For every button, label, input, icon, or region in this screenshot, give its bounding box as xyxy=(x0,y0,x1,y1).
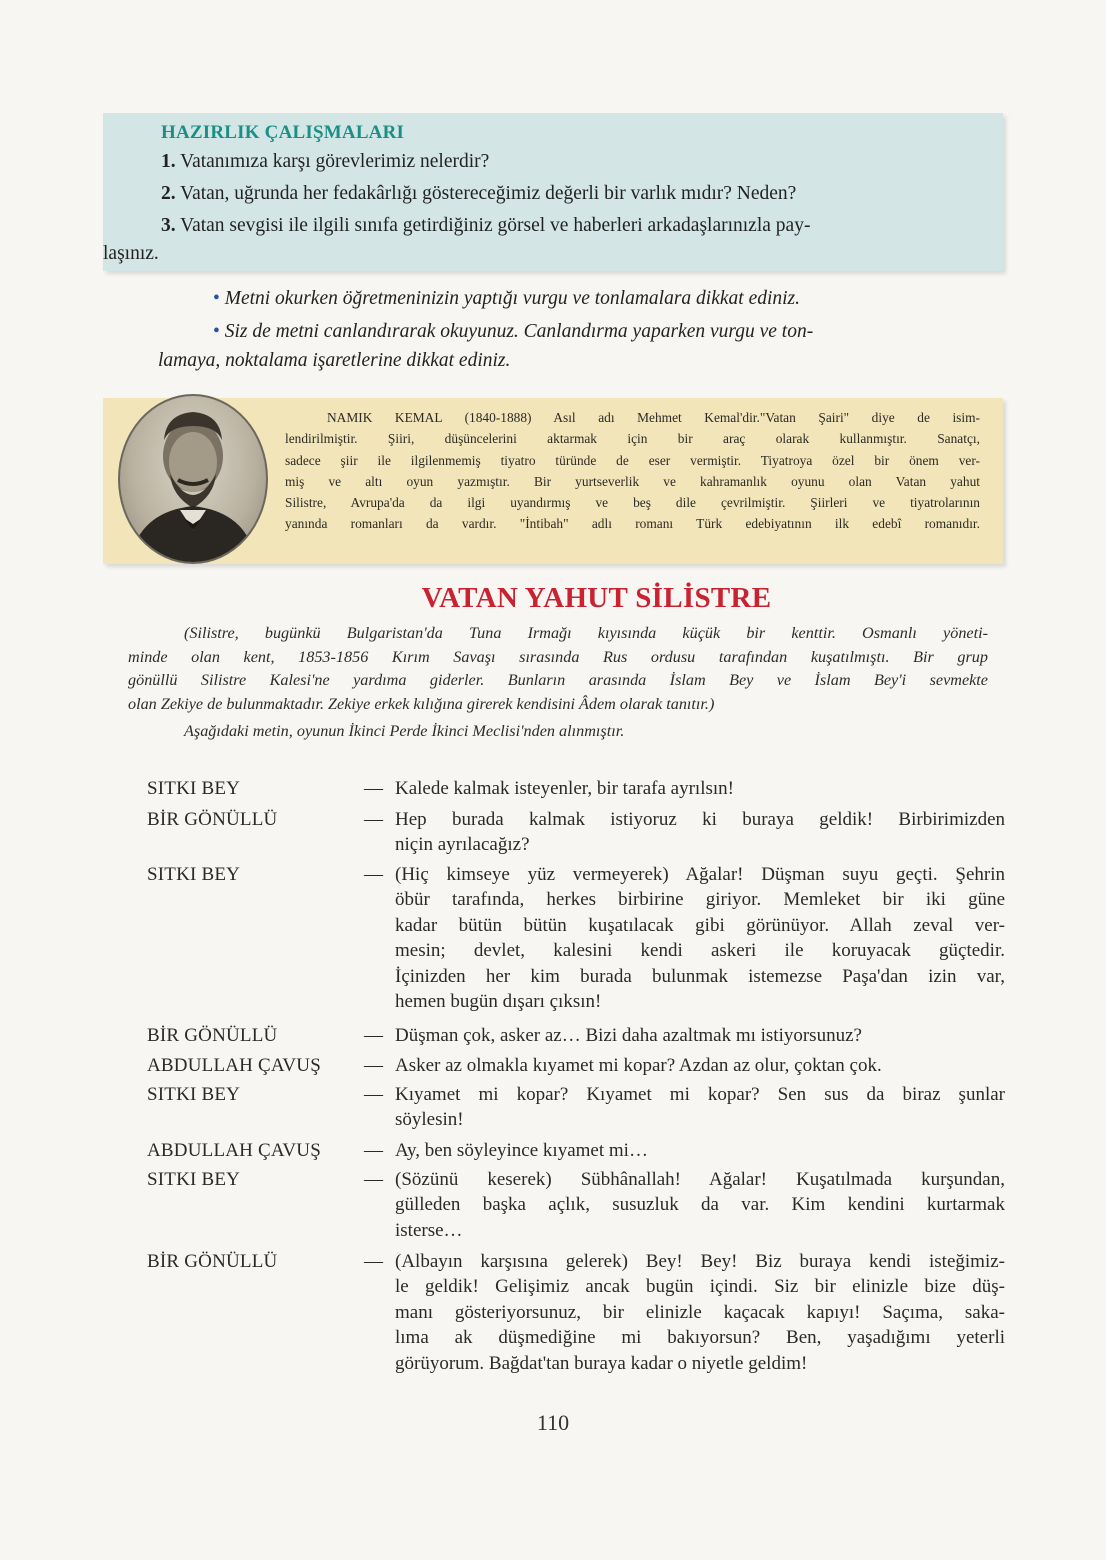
preparation-question-1: 1. Vatanımıza karşı görevlerimiz nelerdir? xyxy=(161,151,490,172)
intro-line-5: Aşağıdaki metin, oyunun İkinci Perde İkinci Meclisi'nden alınmıştır. xyxy=(184,722,625,740)
dialogue-dash: — xyxy=(364,1169,383,1190)
bio-line: miş ve altı oyun yazmıştır. Bir yurtseverlik ve kahramanlık oyunu olan Vatan yahut xyxy=(285,473,980,489)
speaker: SITKI BEY xyxy=(147,778,241,799)
dialogue-text: (Hiç kimseye yüz vermeyerek) Ağalar! Düşman suyu geçti. Şehrin öbür tarafında, herkes birbirine giriyor. Memleket bir iki güne kadar bütün bütün kuşatılacak gibi görünüyor. Allah zeval ver- mesin; devlet, kalesini kendi askeri ile koruyacak güçtedir. İçinizden her kim burada bulunmak istemezse Paşa'dan izin var, hemen bugün dışarı çıksın! xyxy=(395,864,1005,1013)
dialogue-text: Kıyamet mi kopar? Kıyamet mi kopar? Sen sus da biraz şunlar söylesin! xyxy=(395,1084,1005,1131)
dialogue-text: Ay, ben söyleyince kıyamet mi… xyxy=(395,1140,648,1161)
speaker: ABDULLAH ÇAVUŞ xyxy=(147,1140,321,1161)
intro-line-2: minde olan kent, 1853-1856 Kırım Savaşı sırasında Rus ordusu tarafından kuşatılmıştı. Bir grup xyxy=(128,648,988,666)
page-number: 110 xyxy=(536,1410,570,1435)
preparation-question-3: 3. Vatan sevgisi ile ilgili sınıfa getirdiğiniz görsel ve haberleri arkadaşlarınızla pay- xyxy=(161,215,811,236)
dialogue-dash: — xyxy=(364,1055,383,1076)
intro-line-3: gönüllü Silistre Kalesi'ne yardıma giderler. Bunların arasında İslam Bey ve İslam Bey'i sevmekte xyxy=(128,671,988,689)
speaker: BİR GÖNÜLLÜ xyxy=(147,809,278,830)
dialogue-text: Düşman çok, asker az… Bizi daha azaltmak mı istiyorsunuz? xyxy=(395,1025,862,1046)
bio-line: sadece şiir ile ilgilenmemiş tiyatro türünde de eser vermiştir. Tiyatroya özel bir önem ver- xyxy=(285,452,980,468)
dialogue-text: (Albayın karşısına gelerek) Bey! Bey! Biz buraya kendi isteğimiz- le geldik! Gelişimiz ancak bugün içindi. Siz bir elinizle bize düş- manı gösteriyorsunuz, bir elinizle kaçacak kapıyı! Saçıma, saka- lıma ak düşmediğine mi bakıyorsun? Ben, yaşadığımı yeterli görüyorum. Bağdat'tan buraya kadar o niyetle geldim! xyxy=(395,1251,1005,1374)
intro-line-1: (Silistre, bugünkü Bulgaristan'da Tuna Irmağı kıyısında küçük bir kenttir. Osmanlı yöneti- xyxy=(184,624,988,642)
preparation-question-2: 2. Vatan, uğrunda her fedakârlığı göstereceğimiz değerli bir varlık mıdır? Neden? xyxy=(161,183,797,204)
dialogue-text: (Sözünü keserek) Sübhânallah! Ağalar! Kuşatılmada kurşundan, gülleden başka açlık, susuzluk da var. Kim kendini kurtarmak isterse… xyxy=(395,1169,1005,1241)
author-portrait xyxy=(118,394,268,564)
speaker: ABDULLAH ÇAVUŞ xyxy=(147,1055,321,1076)
reading-note-2: • Siz de metni canlandırarak okuyunuz. Canlandırma yaparken vurgu ve ton- xyxy=(213,321,814,342)
speaker: SITKI BEY xyxy=(147,1084,241,1105)
speaker: SITKI BEY xyxy=(147,864,241,885)
preparation-box xyxy=(103,113,1003,271)
speaker: SITKI BEY xyxy=(147,1169,241,1190)
bio-line: NAMIK KEMAL (1840-1888) Asıl adı Mehmet Kemal'dir."Vatan Şairi" diye de isim- xyxy=(327,410,980,425)
dialogue-text: Hep burada kalmak istiyoruz ki buraya geldik! Birbirimizden niçin ayrılacağız? xyxy=(395,809,1005,856)
intro-line-4: olan Zekiye de bulunmaktadır. Zekiye erkek kılığına girerek kendisini Âdem olarak tanıtır.) xyxy=(128,695,715,713)
speaker: BİR GÖNÜLLÜ xyxy=(147,1025,278,1046)
author-bio-text xyxy=(285,407,980,535)
play-title: VATAN YAHUT SİLİSTRE xyxy=(421,582,772,614)
dialogue-dash: — xyxy=(364,1140,383,1161)
portrait-illustration xyxy=(120,396,266,562)
preparation-question-3-cont: laşınız. xyxy=(103,243,159,264)
dialogue-dash: — xyxy=(364,778,383,799)
reading-note-1: • Metni okurken öğretmeninizin yaptığı vurgu ve tonlamalara dikkat ediniz. xyxy=(213,288,801,309)
dialogue-text: Asker az olmakla kıyamet mi kopar? Azdan az olur, çoktan çok. xyxy=(395,1055,882,1076)
dialogue-dash: — xyxy=(364,1025,383,1046)
bio-line: lendirilmiştir. Şiiri, düşüncelerini aktarmak için bir araç olarak kullanmıştır. Sanatçı, xyxy=(285,431,980,447)
dialogue-dash: — xyxy=(364,1084,383,1105)
dialogue-text: Kalede kalmak isteyenler, bir tarafa ayrılsın! xyxy=(395,778,734,799)
dialogue-dash: — xyxy=(364,1251,383,1272)
bio-line: Silistre, Avrupa'da da ilgi uyandırmış ve beş dile çevrilmiştir. Şiirleri ve tiyatrolarının xyxy=(285,495,980,511)
speaker: BİR GÖNÜLLÜ xyxy=(147,1251,278,1272)
dialogue-dash: — xyxy=(364,809,383,830)
reading-note-2-cont: lamaya, noktalama işaretlerine dikkat ediniz. xyxy=(158,350,511,371)
bio-line: yanında romanları da vardır. "İntibah" adlı romanı Türk edebiyatının ilk edebî romanıdır. xyxy=(285,516,980,532)
dialogue-dash: — xyxy=(364,864,383,885)
preparation-title: HAZIRLIK ÇALIŞMALARI xyxy=(161,122,405,143)
